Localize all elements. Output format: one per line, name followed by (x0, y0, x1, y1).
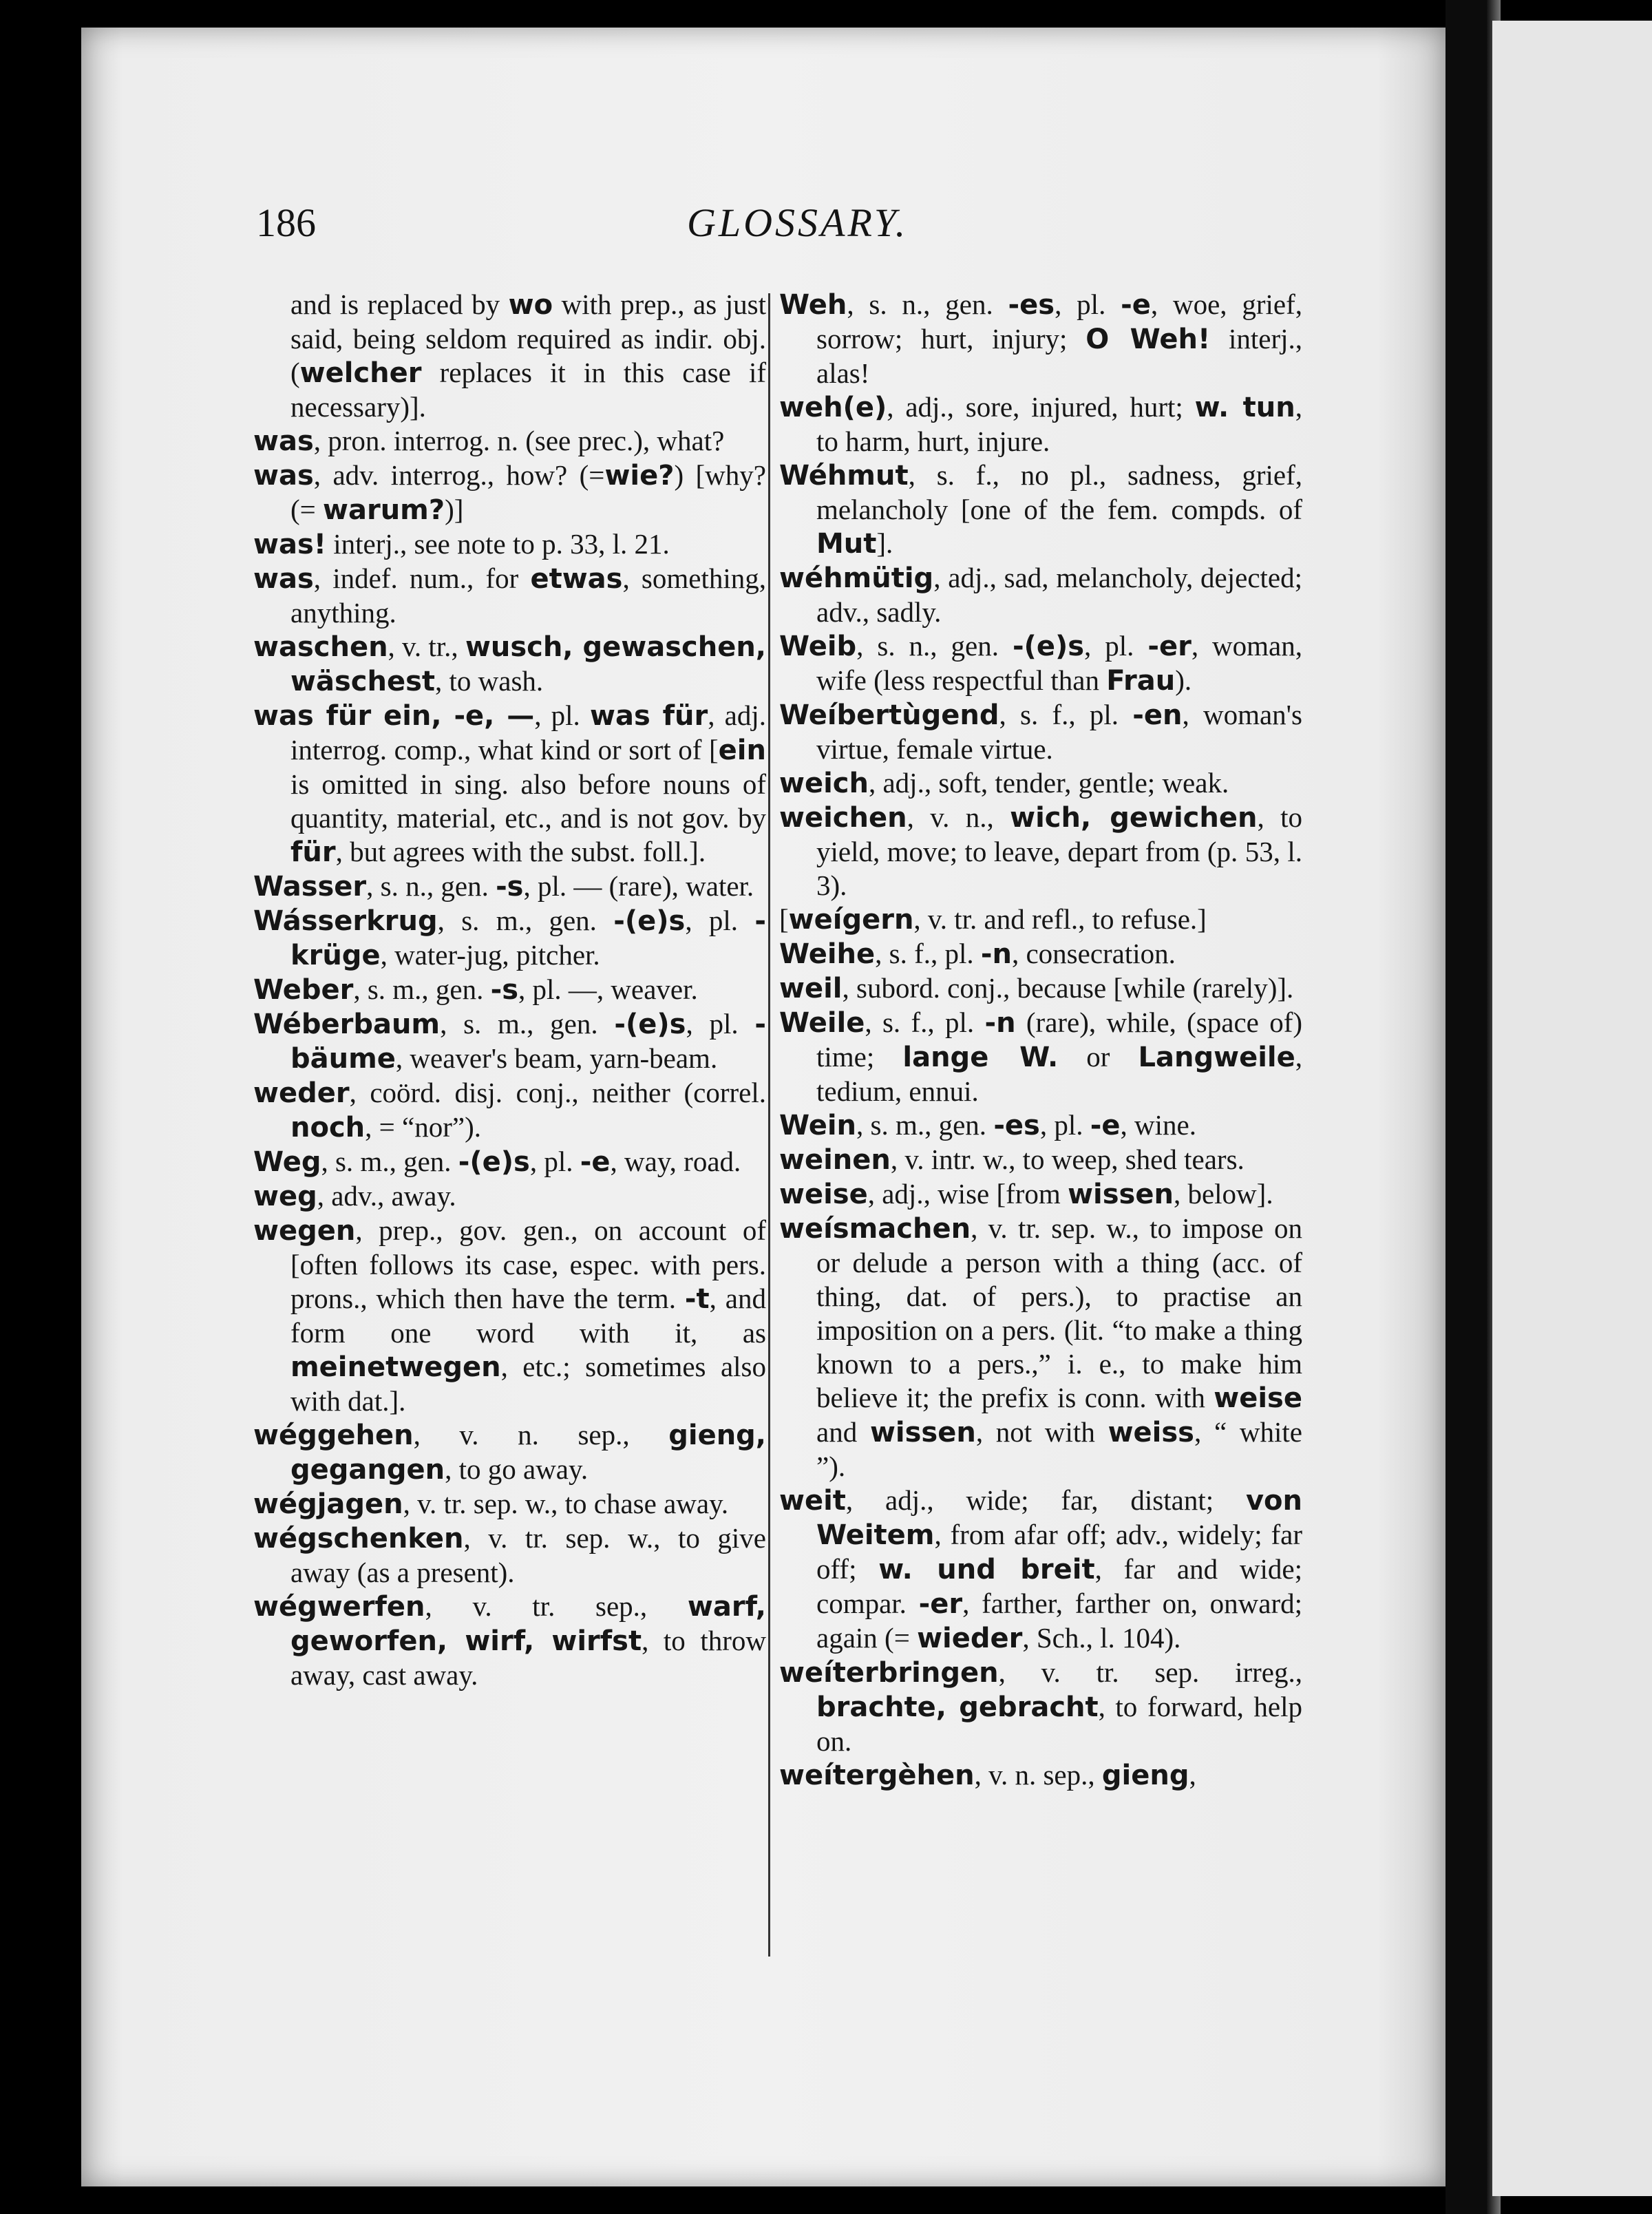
bold-term: wissen (1068, 1179, 1174, 1210)
entry-text: , s. m., gen. (440, 1008, 615, 1040)
bold-term: warf, geworfen, wirf, wirfst (290, 1591, 766, 1657)
entry-text: , s. f., pl. (865, 1006, 985, 1038)
bold-term: Wein (779, 1110, 857, 1141)
bold-term: wégjagen (253, 1488, 403, 1520)
bold-term: meinetwegen (290, 1351, 501, 1383)
glossary-entry (779, 1108, 1302, 1143)
entry-text: , to harm, hurt, injure. (816, 391, 1303, 457)
bold-term: wéggehen (253, 1420, 414, 1451)
entry-text: , pl. (685, 905, 755, 936)
entry-text: and is replaced by (290, 288, 509, 320)
entry-text: , v. n., (907, 801, 1010, 833)
glossary-entry (253, 973, 766, 1007)
running-title: GLOSSARY. (687, 200, 909, 245)
entry-text: , pl. (686, 1008, 755, 1040)
bold-term: weísmachen (779, 1213, 971, 1245)
bold-term: Wasser (253, 871, 367, 903)
glossary-entry (253, 1590, 766, 1692)
glossary-entry (779, 561, 1302, 629)
bold-term: -n (980, 938, 1012, 970)
entry-text: , v. intr. w., to weep, shed tears. (890, 1143, 1245, 1175)
bold-term: -er (918, 1588, 963, 1620)
entry-text: , subord. conj., because [while (rarely)]. (842, 972, 1294, 1004)
bold-term: -er (1147, 631, 1192, 662)
entry-text: , consecration. (1011, 938, 1176, 969)
entry-text: , weaver's beam, yarn-beam. (395, 1042, 718, 1074)
bold-term: Wéhmut (779, 460, 909, 492)
bold-term: wegen (253, 1215, 356, 1247)
entry-text: , Sch., l. 104). (1022, 1622, 1181, 1654)
bold-term: was! (253, 529, 326, 560)
bold-term: etwas (530, 563, 623, 595)
entry-text: and (816, 1416, 870, 1448)
bold-term: -e (1090, 1110, 1121, 1141)
entry-text: , prep., gov. gen., on account of [often follows its case, espec. with pers. prons., which then have the term. (290, 1214, 766, 1314)
entry-text: , way, road. (610, 1146, 741, 1177)
bold-term: warum? (323, 494, 445, 526)
bold-term: -e (1121, 289, 1151, 321)
bold-term: weítergèhen (779, 1760, 975, 1791)
entry-text: , v. tr. sep., (425, 1590, 688, 1622)
entry-text: , pl. (1084, 630, 1148, 662)
glossary-entry (253, 562, 766, 630)
entry-text: , s. n., gen. (366, 870, 496, 902)
bold-term: wégwerfen (253, 1591, 425, 1623)
bold-term: Weg (253, 1146, 321, 1178)
bold-term: wo (508, 289, 553, 321)
bold-term: Langweile (1138, 1042, 1295, 1073)
entry-text: is omitted in sing. also before nouns of quantity, material, etc., and is not gov. by (290, 768, 766, 834)
glossary-entry (253, 458, 766, 527)
bold-term: weich (779, 768, 869, 799)
bold-term: weder (253, 1077, 350, 1109)
entry-text: , s. f., pl. (999, 699, 1133, 730)
glossary-column-left (253, 288, 766, 1692)
glossary-entry (779, 1006, 1302, 1108)
bold-term: -es (1008, 289, 1055, 321)
next-page-edge (1492, 21, 1652, 2196)
entry-text: , s. m., gen. (321, 1146, 458, 1177)
glossary-entry (253, 1007, 766, 1076)
bold-term: was für (590, 700, 708, 732)
entry-text: , s. n., gen. (856, 630, 1013, 662)
bold-term: Weihe (779, 938, 876, 970)
entry-text: [ (779, 903, 789, 935)
book-spine-gutter (1446, 0, 1487, 2214)
bold-term: weígern (788, 904, 914, 936)
entry-text: , pl. (1055, 288, 1121, 320)
bold-term: weíterbringen (779, 1657, 999, 1689)
entry-text: , s. m., gen. (856, 1109, 994, 1141)
entry-text: , etc.; sometimes also with dat.]. (290, 1351, 766, 1417)
bold-term: wissen (869, 1417, 976, 1448)
entry-text: , woe, grief, sorrow; hurt, injury; (816, 288, 1303, 355)
bold-term: weichen (779, 802, 907, 834)
glossary-entry (779, 1758, 1302, 1793)
bold-term: -t (684, 1283, 710, 1315)
entry-text: , v. n. sep., (974, 1759, 1102, 1791)
entry-text: , not with (975, 1416, 1108, 1448)
glossary-column-right (779, 288, 1302, 1793)
entry-text: , adj., soft, tender, gentle; weak. (868, 767, 1229, 799)
entry-text: , adj., sore, injured, hurt; (887, 391, 1195, 423)
entry-text: , from afar off; adv., widely; far off; (816, 1519, 1302, 1585)
entry-text: , wine. (1120, 1109, 1196, 1141)
bold-term: weil (779, 973, 843, 1004)
entry-text: , water-jug, pitcher. (380, 939, 600, 971)
bold-term: brachte, gebracht (816, 1691, 1099, 1723)
bold-term: Mut (816, 528, 877, 560)
bold-term: was (253, 460, 314, 492)
entry-text: , = “nor”). (365, 1111, 481, 1143)
entry-text: ]. (876, 527, 893, 559)
entry-text: ). (1175, 664, 1192, 696)
entry-text: , (1189, 1759, 1196, 1791)
entry-text: (rare), while, (space of) time; (816, 1006, 1302, 1073)
entry-text: with prep., as just said, being seldom required as indir. obj. ( (290, 288, 766, 388)
bold-term: für (290, 836, 336, 868)
glossary-entry (779, 458, 1302, 561)
bold-term: waschen (253, 631, 388, 663)
glossary-entry (253, 1145, 766, 1179)
entry-text: , to go away. (445, 1453, 589, 1485)
glossary-entry (253, 630, 766, 699)
entry-text: , v. tr., (388, 631, 465, 662)
entry-text: , adj., wise [from (867, 1178, 1068, 1210)
bold-term: weg (253, 1181, 317, 1212)
entry-text: , adj., wide; far, distant; (845, 1484, 1246, 1516)
bold-term: -e (580, 1146, 611, 1178)
entry-text: , to wash. (435, 665, 544, 697)
bold-term: weh(e) (779, 392, 887, 423)
bold-term: was für ein, -e, — (253, 700, 535, 732)
entry-text: , woman's virtue, female virtue. (816, 699, 1303, 765)
entry-text: , v. tr. and refl., to refuse.] (913, 903, 1207, 935)
bold-term: Weh (779, 289, 847, 321)
bold-term: Weíbertùgend (779, 699, 999, 731)
entry-text: , to forward, help on. (816, 1691, 1302, 1757)
glossary-entry (253, 699, 766, 869)
entry-text: , something, anything. (290, 562, 766, 629)
bold-term: -es (993, 1110, 1040, 1141)
entry-text: , and form one word with it, as (290, 1283, 766, 1349)
glossary-entry (779, 1177, 1302, 1212)
bold-term: -(e)s (613, 905, 686, 937)
bold-term: wieder (917, 1623, 1023, 1654)
glossary-entry (253, 424, 766, 458)
bold-term: Frau (1106, 665, 1176, 697)
glossary-entry (253, 1487, 766, 1521)
entry-text: , pl. (534, 699, 590, 731)
bold-term: -(e)s (614, 1009, 686, 1040)
bold-term: Weib (779, 631, 857, 662)
bold-term: -n (984, 1007, 1016, 1039)
entry-text: , adj., sad, melancholy, dejected; adv., sadly. (816, 562, 1302, 628)
glossary-entry (253, 1418, 766, 1487)
entry-text: , v. tr. sep. w., to impose on or delude a person with a thing (acc. of thing, dat. of pers.), to practise an imposition on a pers. (lit. “to make a thing known to a pers.,” i. e., to make him believe it; the prefix is conn. with (816, 1212, 1302, 1413)
bold-term: weit (779, 1485, 846, 1517)
bold-term: -(e)s (1012, 631, 1085, 662)
entry-text: , adv. interrog., how? (= (313, 459, 605, 491)
bold-term: Wásserkrug (253, 905, 438, 937)
entry-text: , pl. — (rare), water. (523, 870, 754, 902)
entry-text: , tedium, ennui. (816, 1041, 1303, 1107)
bold-term: noch (290, 1112, 366, 1143)
glossary-entry (779, 937, 1302, 971)
bold-term: ein (718, 735, 766, 766)
bold-term: was (253, 563, 314, 595)
bold-term: weise (779, 1179, 868, 1210)
entry-text: , adv., away. (317, 1180, 456, 1212)
entry-text: )] (445, 494, 464, 525)
glossary-entry (779, 1484, 1302, 1656)
bold-term: -(e)s (458, 1146, 530, 1178)
glossary-entry (779, 903, 1302, 937)
bold-term: -bäume (290, 1009, 766, 1075)
column-divider (768, 293, 770, 1957)
glossary-entry (779, 629, 1302, 698)
bold-term: wégschenken (253, 1523, 464, 1554)
entry-text: , s. f., pl. (875, 938, 981, 969)
entry-text: , indef. num., for (313, 562, 531, 594)
glossary-entry (779, 1212, 1302, 1484)
bold-term: Weile (779, 1007, 865, 1039)
bold-term: Weber (253, 974, 354, 1006)
glossary-entry (253, 527, 766, 562)
entry-text: , v. tr. sep. w., to chase away. (403, 1488, 729, 1519)
entry-text: , coörd. disj. conj., neither (correl. (349, 1077, 766, 1108)
bold-term: was (253, 425, 314, 457)
glossary-entry (779, 390, 1302, 458)
glossary-entry (253, 1076, 766, 1145)
entry-text: replaces it in this case if necessary)]. (290, 357, 766, 423)
glossary-entry (779, 288, 1302, 390)
bold-term: wie? (604, 460, 675, 492)
entry-text: , farther, farther on, onward; again (= (816, 1588, 1302, 1654)
page-number: 186 (256, 200, 316, 245)
entry-text: , s. n., gen. (847, 288, 1008, 320)
bold-term: von Weitem (816, 1485, 1302, 1551)
bold-term: weinen (779, 1144, 891, 1176)
glossary-entry (779, 1143, 1302, 1177)
glossary-entry (253, 904, 766, 973)
entry-text: , “ white ”). (816, 1416, 1302, 1482)
bold-term: weise (1214, 1382, 1302, 1414)
bold-term: weiss (1108, 1417, 1194, 1448)
entry-text: or (1058, 1041, 1139, 1073)
entry-text: interj., see note to p. 33, l. 21. (326, 528, 670, 560)
entry-text: , to throw away, cast away. (290, 1625, 767, 1691)
entry-text: , to yield, move; to leave, depart from (p. 53, l. 3). (816, 801, 1302, 901)
entry-text: , v. tr. sep. irreg., (998, 1656, 1302, 1688)
glossary-entry (253, 869, 766, 904)
bold-term: -en (1132, 699, 1183, 731)
entry-text: , pron. interrog. n. (see prec.), what? (313, 425, 725, 456)
bold-term: w. tun (1194, 392, 1295, 423)
entry-text: , v. n. sep., (413, 1419, 669, 1451)
entry-text: , s. f., no pl., sadness, grief, melancholy [one of the fem. compds. of (816, 459, 1302, 525)
glossary-entry (779, 766, 1302, 801)
bold-term: Wéberbaum (253, 1009, 441, 1040)
bold-term: w. und breit (878, 1554, 1095, 1585)
entry-text: interj., alas! (816, 323, 1302, 389)
entry-text: , pl. (1039, 1109, 1090, 1141)
glossary-entry (779, 1656, 1302, 1758)
bold-term: gieng (1101, 1760, 1189, 1791)
glossary-entry (253, 288, 766, 424)
entry-text: , pl. (529, 1146, 580, 1177)
entry-text: , s. m., gen. (353, 973, 491, 1005)
glossary-entry (779, 971, 1302, 1006)
glossary-entry (779, 698, 1302, 766)
glossary-entry (779, 801, 1302, 903)
bold-term: -s (496, 871, 524, 903)
bold-term: welcher (299, 357, 422, 389)
entry-text: ) [why? (= (290, 459, 766, 525)
bold-term: -krüge (290, 905, 766, 971)
entry-text: , but agrees with the subst. foll.]. (335, 836, 706, 867)
bold-term: gieng, gegangen (290, 1420, 766, 1486)
entry-text: , woman, wife (less respectful than (816, 630, 1303, 696)
glossary-entry (253, 1521, 766, 1590)
bold-term: O Weh! (1086, 324, 1211, 355)
entry-text: , pl. —, weaver. (518, 973, 698, 1005)
bold-term: wusch, gewaschen, wäschest (290, 631, 766, 697)
bold-term: lange W. (902, 1042, 1059, 1073)
glossary-entry (253, 1214, 766, 1418)
entry-text: , s. m., gen. (437, 905, 614, 936)
entry-text: , adj. interrog. comp., what kind or sort of [ (290, 699, 766, 766)
entry-text: , below]. (1173, 1178, 1273, 1210)
entry-text: , v. tr. sep. w., to give away (as a present). (290, 1522, 766, 1588)
bold-term: -s (490, 974, 519, 1006)
entry-text: , far and wide; compar. (816, 1553, 1302, 1619)
bold-term: wéhmütig (779, 562, 934, 594)
bold-term: wich, gewichen (1010, 802, 1258, 834)
glossary-entry (253, 1179, 766, 1214)
